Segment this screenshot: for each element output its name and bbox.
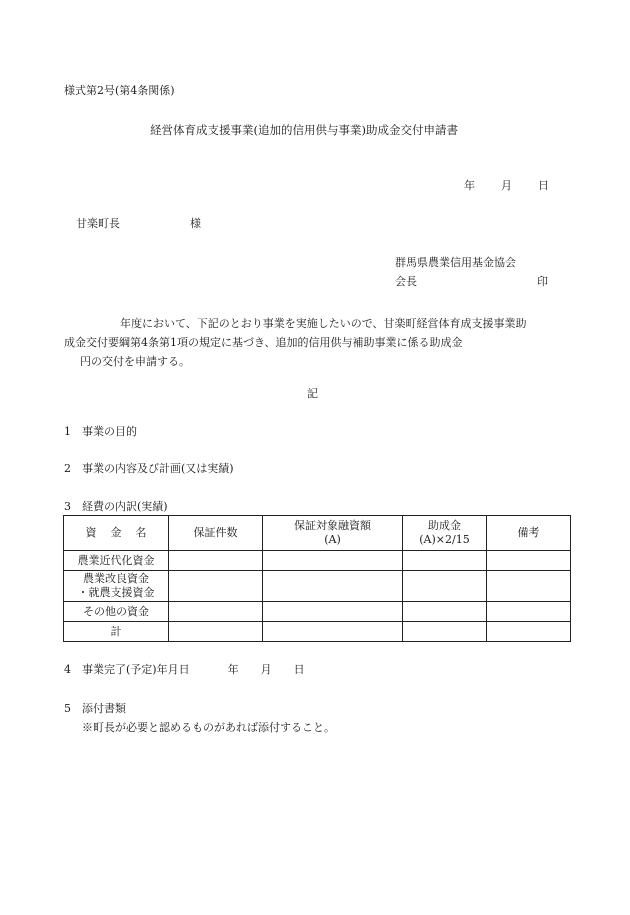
- row-label-line1: 農業改良資金: [83, 572, 149, 585]
- table-cell: [263, 571, 403, 602]
- application-body: [64, 314, 564, 371]
- date-month-label: 月: [501, 179, 512, 192]
- section-purpose: [64, 425, 137, 439]
- completion-day-label: 日: [293, 663, 305, 676]
- table-row: [64, 602, 571, 622]
- addressee-honorific: 様: [190, 217, 201, 230]
- header-remarks: 備考: [487, 516, 571, 551]
- completion-year-label: 年: [227, 663, 239, 676]
- table-cell: [169, 571, 263, 602]
- table-cell: [403, 602, 487, 622]
- header-fund-name: 資金名: [64, 516, 169, 551]
- section-number: 2: [64, 462, 71, 475]
- seal-mark: 印: [537, 275, 548, 288]
- applicant-organization: 群馬県農業信用基金協会: [395, 256, 516, 269]
- table-header-row: [64, 516, 571, 551]
- section-title: 添付書類: [82, 702, 126, 715]
- table-cell: [169, 551, 263, 571]
- section-completion-date: [64, 663, 305, 677]
- table-cell: [403, 571, 487, 602]
- header-subsidy-line2: (A)×2/15: [419, 533, 470, 546]
- application-date: [0, 179, 549, 193]
- row-label: [64, 571, 169, 602]
- table-cell: [169, 602, 263, 622]
- body-line-3: 円の交付を申請する。: [80, 355, 190, 368]
- date-year-label: 年: [464, 179, 475, 192]
- addressee: [76, 217, 201, 231]
- table-cell: [487, 571, 571, 602]
- date-day-label: 日: [538, 179, 549, 192]
- header-subsidy-line1: 助成金: [428, 519, 461, 532]
- form-number-label: 様式第2号(第4条関係): [64, 84, 175, 97]
- row-label-line2: ・就農支援資金: [77, 586, 155, 599]
- header-subsidy: [403, 516, 487, 551]
- table-cell: [263, 622, 403, 642]
- table-cell: [169, 622, 263, 642]
- header-loan-amount-line1: 保証対象融資額: [294, 519, 371, 532]
- attachments-note: ※町長が必要と認めるものがあれば添付すること。: [82, 721, 335, 734]
- body-line-2: 成金交付要綱第4条第1項の規定に基づき、追加的信用供与補助事業に係る助成金: [64, 336, 463, 349]
- section-attachments: [64, 702, 126, 716]
- section-title: 事業の内容及び計画(又は実績): [82, 462, 234, 475]
- section-title: 事業の目的: [82, 425, 137, 438]
- row-label: その他の資金: [64, 602, 169, 622]
- table-row: [64, 571, 571, 602]
- header-loan-amount: [263, 516, 403, 551]
- section-title: 経費の内訳(実績): [82, 500, 168, 513]
- table-total-row: [64, 622, 571, 642]
- completion-month-label: 月: [260, 663, 272, 676]
- section-number: 3: [64, 500, 71, 513]
- section-number: 5: [64, 702, 71, 715]
- section-title: 事業完了(予定)年月日: [82, 663, 190, 676]
- row-label: 農業近代化資金: [64, 551, 169, 571]
- document-title: 経営体育成支援事業(追加的信用供与事業)助成金交付申請書: [150, 123, 458, 137]
- section-number: 4: [64, 663, 71, 676]
- header-loan-amount-line2: (A): [324, 533, 341, 546]
- section-expense-breakdown: [64, 500, 168, 514]
- table-cell: [403, 622, 487, 642]
- table-cell: [263, 602, 403, 622]
- table-cell: [487, 551, 571, 571]
- table-cell: [487, 602, 571, 622]
- table-cell: [403, 551, 487, 571]
- body-line-1: 年度において、下記のとおり事業を実施したいので、甘楽町経営体育成支援事業助: [120, 317, 527, 330]
- addressee-name: 甘楽町長: [76, 217, 120, 230]
- header-guarantee-count: 保証件数: [169, 516, 263, 551]
- table-cell: [487, 622, 571, 642]
- section-number: 1: [64, 425, 71, 438]
- table-cell: [263, 551, 403, 571]
- row-label-total: 計: [64, 622, 169, 642]
- applicant-role: 会長: [395, 275, 417, 288]
- section-content-plan: [64, 462, 234, 476]
- ki-heading: 記: [307, 387, 318, 400]
- table-row: [64, 551, 571, 571]
- expense-table: [63, 515, 571, 642]
